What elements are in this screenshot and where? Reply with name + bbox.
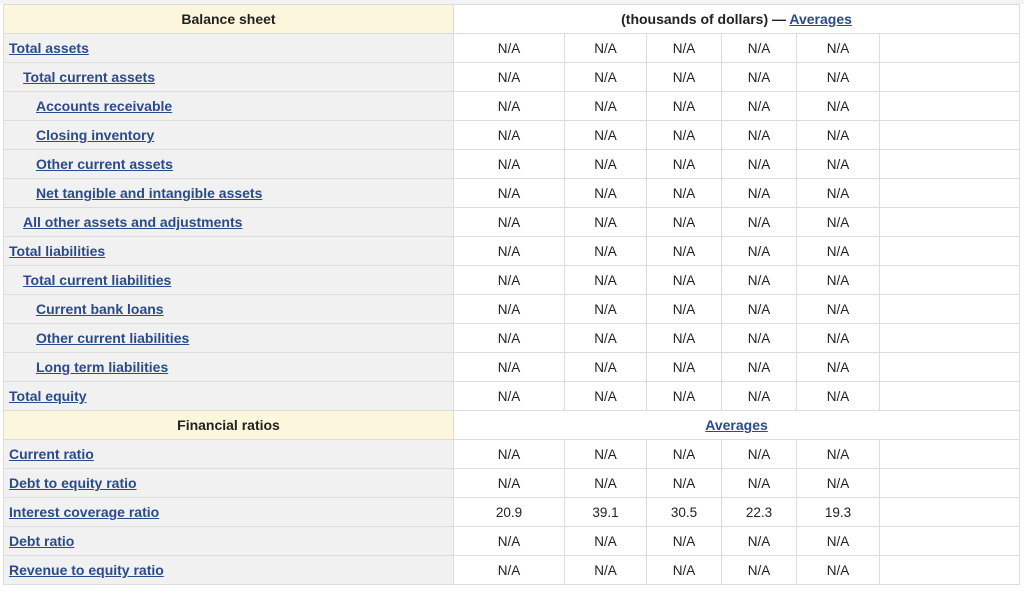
value-cell: N/A	[565, 353, 647, 382]
value-cell: N/A	[647, 266, 722, 295]
table-row-revenue-to-equity-ratio	[4, 556, 1020, 585]
balance_sheet-header-row	[4, 5, 1020, 34]
row-label-cell	[4, 295, 454, 324]
row-link-other-current-assets[interactable]: Other current assets	[36, 156, 173, 172]
value-cell: 19.3	[797, 498, 880, 527]
value-cell: N/A	[565, 469, 647, 498]
value-cell: N/A	[454, 353, 565, 382]
row-label-cell	[4, 440, 454, 469]
value-cell: N/A	[565, 121, 647, 150]
table-row-accounts-receivable	[4, 92, 1020, 121]
empty-cell	[880, 237, 1020, 266]
value-cell: N/A	[722, 353, 797, 382]
value-cell: N/A	[722, 237, 797, 266]
value-cell: N/A	[797, 63, 880, 92]
row-link-closing-inventory[interactable]: Closing inventory	[36, 127, 155, 143]
value-cell: N/A	[454, 469, 565, 498]
value-cell: N/A	[722, 179, 797, 208]
row-link-accounts-receivable[interactable]: Accounts receivable	[36, 98, 173, 114]
value-cell: N/A	[722, 266, 797, 295]
value-cell: N/A	[797, 266, 880, 295]
table-row-total-current-liabilities	[4, 266, 1020, 295]
row-label-cell	[4, 556, 454, 585]
table-body	[4, 5, 1020, 585]
row-link-current-ratio[interactable]: Current ratio	[9, 446, 94, 462]
value-cell: N/A	[722, 469, 797, 498]
value-cell: N/A	[565, 92, 647, 121]
value-cell: N/A	[722, 208, 797, 237]
table-row-debt-to-equity-ratio	[4, 469, 1020, 498]
row-label-cell	[4, 527, 454, 556]
table-row-current-bank-loans	[4, 295, 1020, 324]
value-cell: N/A	[722, 295, 797, 324]
table-row-current-ratio	[4, 440, 1020, 469]
value-cell: N/A	[565, 179, 647, 208]
row-link-long-term-liabilities[interactable]: Long term liabilities	[36, 359, 169, 375]
value-cell: N/A	[722, 527, 797, 556]
value-cell: N/A	[454, 556, 565, 585]
row-label-cell	[4, 469, 454, 498]
empty-cell	[880, 266, 1020, 295]
value-cell: N/A	[797, 295, 880, 324]
value-cell: N/A	[565, 440, 647, 469]
row-link-all-other-assets-and-adjustments[interactable]: All other assets and adjustments	[23, 214, 243, 230]
value-cell: N/A	[797, 469, 880, 498]
value-cell: N/A	[565, 295, 647, 324]
balance_sheet-header-span	[454, 5, 1020, 34]
value-cell: N/A	[647, 237, 722, 266]
value-cell: N/A	[565, 34, 647, 63]
value-cell: N/A	[647, 353, 722, 382]
row-link-net-tangible-and-intangible-assets[interactable]: Net tangible and intangible assets	[36, 185, 263, 201]
value-cell: N/A	[565, 527, 647, 556]
row-label-cell	[4, 237, 454, 266]
value-cell: N/A	[722, 63, 797, 92]
row-link-total-liabilities[interactable]: Total liabilities	[9, 243, 106, 259]
value-cell: N/A	[454, 179, 565, 208]
empty-cell	[880, 150, 1020, 179]
table-row-total-current-assets	[4, 63, 1020, 92]
value-cell: N/A	[565, 63, 647, 92]
value-cell: N/A	[647, 382, 722, 411]
value-cell: N/A	[722, 556, 797, 585]
value-cell: N/A	[565, 382, 647, 411]
value-cell: N/A	[454, 34, 565, 63]
value-cell: N/A	[722, 440, 797, 469]
value-cell: N/A	[797, 527, 880, 556]
value-cell: N/A	[454, 266, 565, 295]
balance_sheet-averages-link[interactable]: Averages	[789, 11, 852, 27]
value-cell: N/A	[647, 556, 722, 585]
row-label-cell	[4, 179, 454, 208]
value-cell: N/A	[797, 382, 880, 411]
value-cell: N/A	[722, 34, 797, 63]
empty-cell	[880, 34, 1020, 63]
value-cell: N/A	[647, 34, 722, 63]
empty-cell	[880, 440, 1020, 469]
value-cell: N/A	[454, 121, 565, 150]
value-cell: N/A	[797, 179, 880, 208]
empty-cell	[880, 121, 1020, 150]
value-cell: N/A	[797, 324, 880, 353]
table-row-long-term-liabilities	[4, 353, 1020, 382]
row-link-total-equity[interactable]: Total equity	[9, 388, 87, 404]
empty-cell	[880, 92, 1020, 121]
value-cell: N/A	[647, 208, 722, 237]
table-row-debt-ratio	[4, 527, 1020, 556]
row-label-cell	[4, 353, 454, 382]
balance_sheet-units-text: (thousands of dollars) —	[621, 11, 787, 27]
empty-cell	[880, 527, 1020, 556]
value-cell: N/A	[797, 208, 880, 237]
empty-cell	[880, 208, 1020, 237]
value-cell: N/A	[797, 440, 880, 469]
row-label-cell	[4, 150, 454, 179]
value-cell: N/A	[565, 208, 647, 237]
row-link-total-current-liabilities[interactable]: Total current liabilities	[23, 272, 172, 288]
value-cell: N/A	[454, 324, 565, 353]
value-cell: N/A	[797, 353, 880, 382]
value-cell: N/A	[565, 150, 647, 179]
row-link-total-current-assets[interactable]: Total current assets	[23, 69, 156, 85]
row-label-cell	[4, 266, 454, 295]
empty-cell	[880, 295, 1020, 324]
value-cell: N/A	[454, 237, 565, 266]
value-cell: N/A	[647, 92, 722, 121]
row-label-cell	[4, 208, 454, 237]
empty-cell	[880, 63, 1020, 92]
value-cell: N/A	[454, 92, 565, 121]
value-cell: N/A	[797, 121, 880, 150]
value-cell: N/A	[647, 324, 722, 353]
empty-cell	[880, 498, 1020, 527]
row-label-cell	[4, 498, 454, 527]
value-cell: 39.1	[565, 498, 647, 527]
value-cell: N/A	[647, 63, 722, 92]
empty-cell	[880, 324, 1020, 353]
value-cell: N/A	[454, 295, 565, 324]
empty-cell	[880, 556, 1020, 585]
value-cell: N/A	[722, 382, 797, 411]
balance_sheet-header-label: Balance sheet	[4, 5, 454, 34]
table-row-all-other-assets-and-adjustments	[4, 208, 1020, 237]
table-row-other-current-assets	[4, 150, 1020, 179]
value-cell: N/A	[647, 440, 722, 469]
value-cell: N/A	[647, 527, 722, 556]
value-cell: N/A	[565, 324, 647, 353]
financial_ratios-header-row	[4, 411, 1020, 440]
row-link-debt-ratio[interactable]: Debt ratio	[9, 533, 75, 549]
value-cell: N/A	[797, 34, 880, 63]
row-label-cell	[4, 382, 454, 411]
table-row-total-liabilities	[4, 237, 1020, 266]
financial-data-table	[3, 4, 1020, 585]
value-cell: N/A	[797, 556, 880, 585]
value-cell: N/A	[722, 92, 797, 121]
empty-cell	[880, 382, 1020, 411]
value-cell: N/A	[565, 237, 647, 266]
financial_ratios-averages-link[interactable]: Averages	[705, 417, 768, 433]
value-cell: N/A	[797, 237, 880, 266]
value-cell: N/A	[797, 150, 880, 179]
value-cell: 20.9	[454, 498, 565, 527]
value-cell: 22.3	[722, 498, 797, 527]
value-cell: N/A	[647, 469, 722, 498]
row-label-cell	[4, 63, 454, 92]
value-cell: N/A	[722, 150, 797, 179]
value-cell: N/A	[454, 63, 565, 92]
value-cell: N/A	[565, 266, 647, 295]
value-cell: N/A	[454, 382, 565, 411]
value-cell: N/A	[647, 295, 722, 324]
value-cell: N/A	[454, 208, 565, 237]
value-cell: 30.5	[647, 498, 722, 527]
row-link-debt-to-equity-ratio[interactable]: Debt to equity ratio	[9, 475, 137, 491]
value-cell: N/A	[722, 121, 797, 150]
row-link-interest-coverage-ratio[interactable]: Interest coverage ratio	[9, 504, 160, 520]
financial_ratios-header-span	[454, 411, 1020, 440]
row-link-total-assets[interactable]: Total assets	[9, 40, 89, 56]
table-row-total-assets	[4, 34, 1020, 63]
table-row-interest-coverage-ratio	[4, 498, 1020, 527]
value-cell: N/A	[647, 150, 722, 179]
value-cell: N/A	[454, 527, 565, 556]
value-cell: N/A	[454, 150, 565, 179]
table-row-closing-inventory	[4, 121, 1020, 150]
empty-cell	[880, 353, 1020, 382]
value-cell: N/A	[454, 440, 565, 469]
row-label-cell	[4, 34, 454, 63]
row-link-other-current-liabilities[interactable]: Other current liabilities	[36, 330, 190, 346]
table-row-total-equity	[4, 382, 1020, 411]
empty-cell	[880, 469, 1020, 498]
table-row-other-current-liabilities	[4, 324, 1020, 353]
value-cell: N/A	[722, 324, 797, 353]
value-cell: N/A	[647, 179, 722, 208]
financial_ratios-header-label: Financial ratios	[4, 411, 454, 440]
value-cell: N/A	[565, 556, 647, 585]
table-row-net-tangible-and-intangible-assets	[4, 179, 1020, 208]
empty-cell	[880, 179, 1020, 208]
value-cell: N/A	[797, 92, 880, 121]
row-label-cell	[4, 121, 454, 150]
row-label-cell	[4, 324, 454, 353]
value-cell: N/A	[647, 121, 722, 150]
row-link-revenue-to-equity-ratio[interactable]: Revenue to equity ratio	[9, 562, 164, 578]
row-label-cell	[4, 92, 454, 121]
row-link-current-bank-loans[interactable]: Current bank loans	[36, 301, 164, 317]
